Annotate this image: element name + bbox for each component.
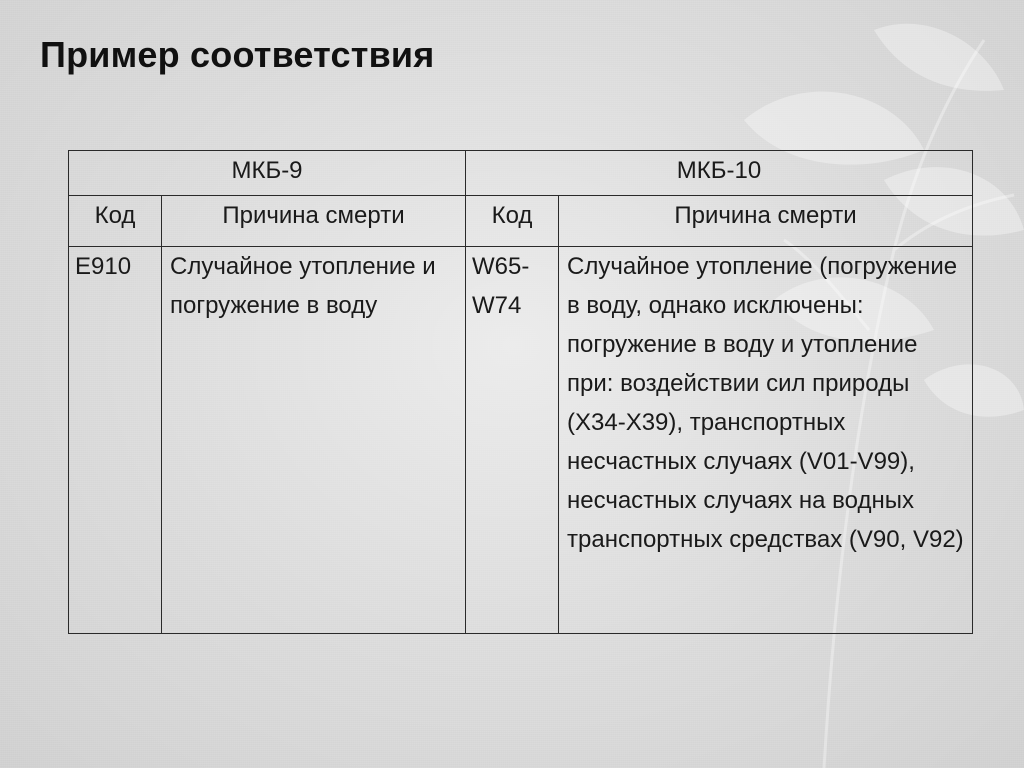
column-header-icd9-cause: Причина смерти xyxy=(162,196,466,247)
table-group-header-row xyxy=(69,151,973,196)
table-row xyxy=(69,247,973,634)
icd10-cause-cell: Случайное утопление (погружение в воду, однако исключены: погружение в воду и утопление при: воздействии сил природы (X34-X39), транспортных несчастных случаях (V01-V99), несчастных случаях на водных транспортных средствах (V90, V92) xyxy=(559,247,973,634)
page-title: Пример соответствия xyxy=(40,34,435,75)
group-header-icd9: МКБ-9 xyxy=(69,151,466,196)
column-header-icd10-cause: Причина смерти xyxy=(559,196,973,247)
table-column-header-row xyxy=(69,196,973,247)
column-header-icd9-code: Код xyxy=(69,196,162,247)
icd-correspondence-table xyxy=(68,150,973,634)
group-header-icd10: МКБ-10 xyxy=(466,151,973,196)
column-header-icd10-code: Код xyxy=(466,196,559,247)
icd10-code-cell: W65-W74 xyxy=(466,247,559,634)
icd9-code-cell: E910 xyxy=(69,247,162,634)
icd9-cause-cell: Случайное утопление и погружение в воду xyxy=(162,247,466,634)
